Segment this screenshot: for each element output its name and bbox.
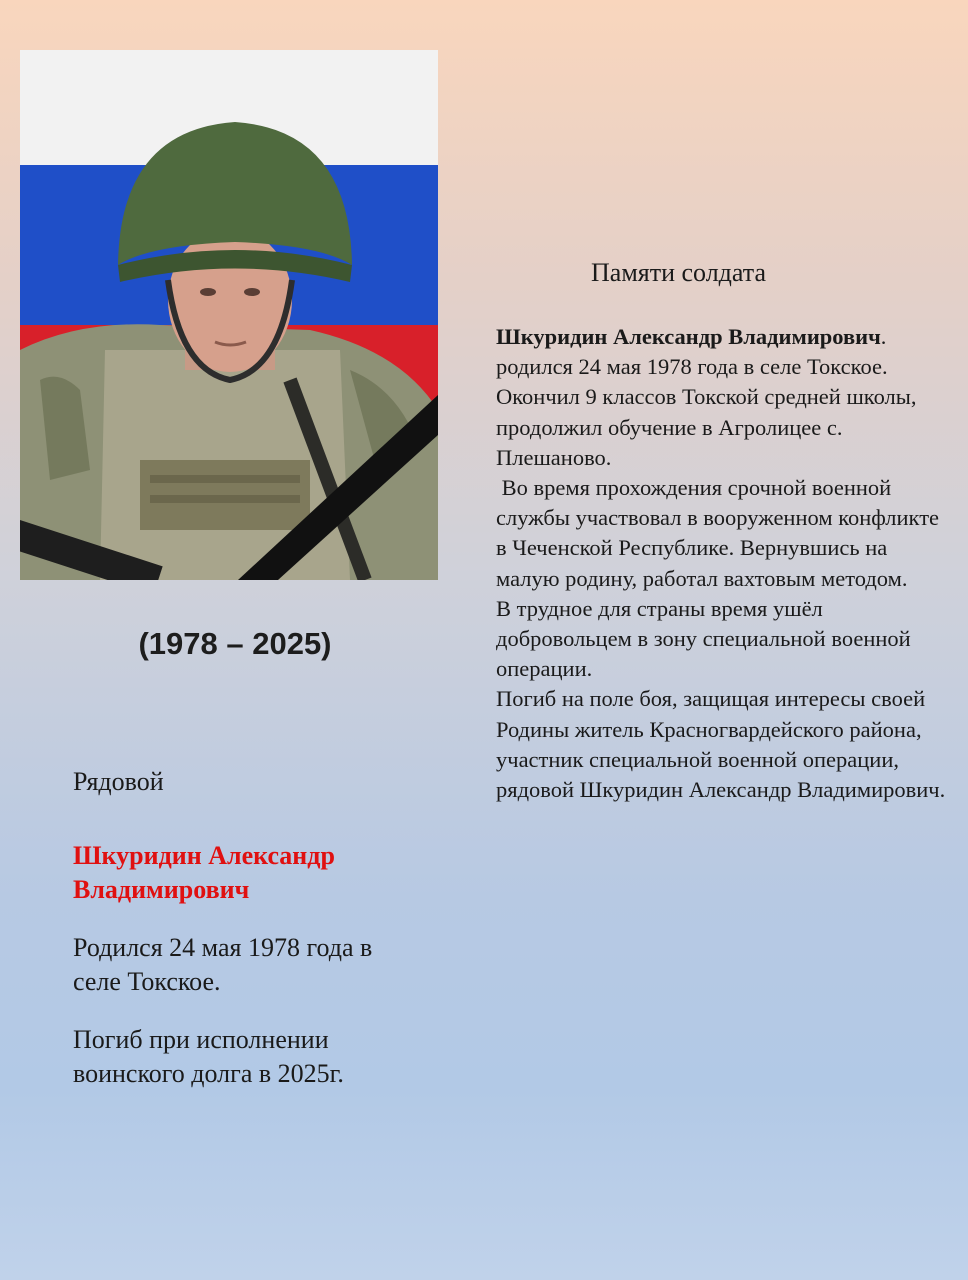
birth-text: Родился 24 мая 1978 года в селе Токское.	[73, 933, 373, 996]
biography	[496, 322, 946, 805]
bio-paragraph-1: Шкуридин Александр Владимирович. родился 24 мая 1978 года в селе Токское. Окончил 9 классов Токской средней школы, продолжил обучение в Агролицее с. Плешаново.	[496, 324, 917, 470]
bio-paragraph-2: Во время прохождения срочной военной службы участвовал в вооруженном конфликте в Чеченской Республике. Вернувшись на малую родину, работал вахтовым методом.	[496, 475, 945, 591]
bio-paragraph-4: Погиб на поле боя, защищая интересы своей Родины житель Красногвардейского района, участник специальной военной операции, рядовой Шкуридин Александр Владимирович.	[496, 686, 946, 803]
bio-name: Шкуридин Александр Владимирович	[496, 324, 881, 349]
soldier-name: Шкуридин Александр Владимирович	[73, 841, 335, 904]
soldier-portrait	[20, 50, 438, 580]
memorial-heading: Памяти солдата	[591, 258, 766, 287]
death-text: Погиб при исполнении воинского долга в 2025г.	[73, 1025, 344, 1088]
life-years: (1978 – 2025)	[138, 626, 332, 661]
rank-label: Рядовой	[73, 767, 164, 796]
memorial-summary	[73, 765, 403, 1115]
bio-paragraph-3: В трудное для страны время ушёл добровольцем в зону специальной военной операции.	[496, 595, 911, 682]
